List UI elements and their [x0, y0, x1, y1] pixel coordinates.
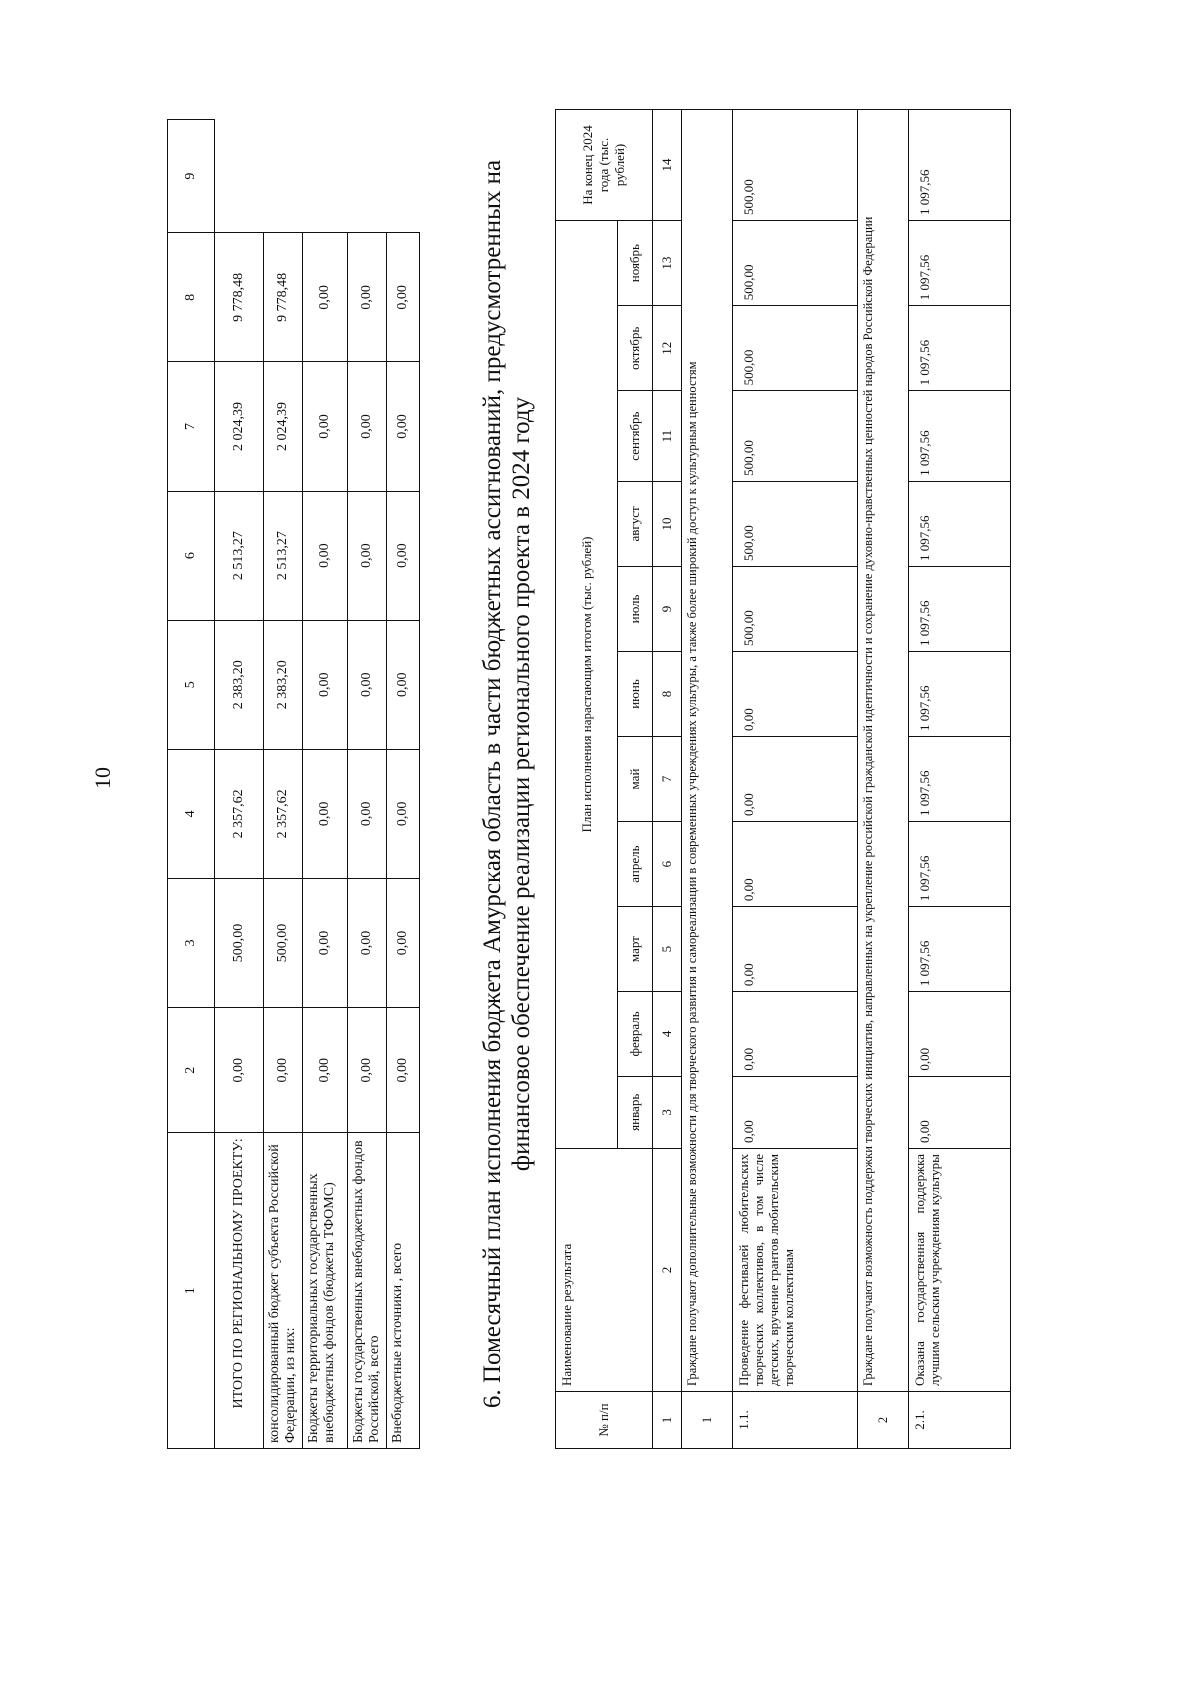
cell-value: 0,00	[303, 749, 348, 878]
column-number: 10	[653, 481, 682, 566]
column-number: 11	[653, 391, 682, 482]
table-header-row	[556, 110, 618, 1449]
cell-value: 1 097,56	[909, 481, 1011, 566]
cell-value: 1 097,56	[909, 566, 1011, 651]
header-cell: 5	[168, 620, 215, 749]
section-title: 6. Помесячный план исполнения бюджета Амурская область в части бюджетных ассигнований, предусмотренных на	[479, 159, 506, 1409]
header-num: № п/п	[556, 1392, 653, 1449]
cell-value: 1 097,56	[909, 737, 1011, 822]
month-header: ноябрь	[618, 221, 653, 306]
cell-value: 2 357,62	[264, 749, 303, 878]
cell-value: 500,00	[733, 481, 858, 566]
cell-value: 2 024,39	[264, 362, 303, 491]
cell-value: 2 513,27	[264, 491, 303, 620]
cell-value: 1 097,56	[909, 110, 1011, 221]
header-year-end: На конец 2024 года (тыс. рублей)	[556, 110, 653, 221]
header-cell: 3	[168, 878, 215, 1007]
month-header: май	[618, 737, 653, 822]
cell-value: 0,00	[303, 878, 348, 1007]
cell-value: 1 097,56	[909, 651, 1011, 736]
cell-value: 500,00	[215, 878, 264, 1007]
header-cell: 2	[168, 1008, 215, 1133]
cell-value: 0,00	[348, 749, 387, 878]
cell-value: 0,00	[733, 1076, 858, 1148]
cell-value: 500,00	[264, 878, 303, 1007]
cell-value: 2 383,20	[215, 620, 264, 749]
result-number: 2.1.	[909, 1392, 1011, 1449]
header-plan: План исполнения нарастающим итогом (тыс. рублей)	[556, 221, 618, 1149]
table-row	[264, 120, 303, 1449]
month-header: апрель	[618, 822, 653, 907]
header-cell: 4	[168, 749, 215, 878]
column-number: 2	[653, 1149, 682, 1392]
cell-value: 0,00	[348, 362, 387, 491]
month-header: июнь	[618, 651, 653, 736]
cell-value: 9 778,48	[264, 233, 303, 362]
month-header: сентябрь	[618, 391, 653, 482]
cell-value: 0,00	[387, 878, 420, 1007]
column-number: 8	[653, 651, 682, 736]
cell-value: 1 097,56	[909, 306, 1011, 391]
cell-value: 0,00	[348, 1008, 387, 1133]
cell-value: 0,00	[733, 992, 858, 1077]
cell-value: 0,00	[215, 1008, 264, 1133]
cell-value: 500,00	[733, 306, 858, 391]
column-number: 9	[653, 566, 682, 651]
cell-value: 500,00	[733, 221, 858, 306]
column-number: 14	[653, 110, 682, 221]
month-header: июль	[618, 566, 653, 651]
table-row	[303, 120, 348, 1449]
cell-value: 1 097,56	[909, 907, 1011, 992]
cell-value: 0,00	[303, 620, 348, 749]
result-row	[909, 110, 1011, 1449]
cell-value: 500,00	[733, 110, 858, 221]
cell-value: 0,00	[387, 620, 420, 749]
column-number: 7	[653, 737, 682, 822]
cell-value: 0,00	[303, 233, 348, 362]
column-number: 4	[653, 992, 682, 1077]
header-cell: 9	[168, 120, 215, 233]
cell-value: 0,00	[733, 737, 858, 822]
header-cell: 1	[168, 1133, 215, 1449]
month-header: август	[618, 481, 653, 566]
section-title-line2: финансовое обеспечение реализации регионального проекта в 2024 году	[508, 396, 535, 1172]
table-row-total	[215, 120, 264, 1449]
section-number: 2	[858, 1392, 909, 1449]
cell-value: 9 778,48	[215, 233, 264, 362]
cell-value: 0,00	[303, 491, 348, 620]
section-row	[858, 110, 909, 1449]
cell-value: 0,00	[387, 362, 420, 491]
cell-value: 0,00	[387, 1008, 420, 1133]
table-header-row	[168, 120, 215, 1449]
funding-summary-table	[167, 119, 420, 1449]
row-label: Бюджеты государственных внебюджетных фондов Российской, всего	[348, 1133, 387, 1449]
cell-value: 0,00	[348, 491, 387, 620]
column-number: 13	[653, 221, 682, 306]
cell-value: 0,00	[348, 620, 387, 749]
cell-value: 0,00	[909, 1076, 1011, 1148]
header-cell: 8	[168, 233, 215, 362]
result-name: Проведение фестивалей любительских творческих коллективов, в том числе детских, вручение грантов любительским творческим коллективам	[733, 1149, 858, 1392]
month-header: январь	[618, 1076, 653, 1148]
cell-value: 0,00	[387, 749, 420, 878]
cell-value: 1 097,56	[909, 391, 1011, 482]
cell-value: 0,00	[303, 1008, 348, 1133]
cell-value: 0,00	[264, 1008, 303, 1133]
cell-value: 500,00	[733, 566, 858, 651]
page-number: 10	[90, 767, 115, 789]
cell-value: 0,00	[909, 992, 1011, 1077]
cell-value: 0,00	[733, 907, 858, 992]
column-number: 1	[653, 1392, 682, 1449]
month-header: октябрь	[618, 306, 653, 391]
section-text: Граждане получают дополнительные возможности для творческого развития и самореализации в современных учреждениях культуры, а также более широкий доступ к культурным ценностям	[682, 110, 733, 1392]
monthly-plan-table	[555, 109, 1011, 1449]
row-label: Бюджеты территориальных государственных внебюджетных фондов (бюджеты ТФОМС)	[303, 1133, 348, 1449]
table-row	[387, 120, 420, 1449]
cell-value: 0,00	[348, 233, 387, 362]
row-label: консолидированный бюджет субъекта Российской Федерации, из них:	[264, 1133, 303, 1449]
result-row	[733, 110, 858, 1449]
cell-value: 1 097,56	[909, 822, 1011, 907]
cell-value: 0,00	[733, 651, 858, 736]
table-row	[348, 120, 387, 1449]
column-number: 6	[653, 822, 682, 907]
header-result-name: Наименование результата	[556, 1149, 653, 1392]
result-name: Оказана государственная поддержка лучшим сельским учреждениям культуры	[909, 1149, 1011, 1392]
section-row	[682, 110, 733, 1449]
row-label: ИТОГО ПО РЕГИОНАЛЬНОМУ ПРОЕКТУ:	[215, 1133, 264, 1449]
month-header: март	[618, 907, 653, 992]
month-header: февраль	[618, 992, 653, 1077]
column-number: 3	[653, 1076, 682, 1148]
section-number: 1	[682, 1392, 733, 1449]
header-cell: 7	[168, 362, 215, 491]
cell-value: 0,00	[733, 822, 858, 907]
cell-value: 0,00	[387, 491, 420, 620]
cell-value: 0,00	[303, 362, 348, 491]
cell-value: 2 383,20	[264, 620, 303, 749]
column-number-row	[653, 110, 682, 1449]
cell-value: 2 357,62	[215, 749, 264, 878]
cell-value: 0,00	[348, 878, 387, 1007]
section-text: Граждане получают возможность поддержки творческих инициатив, направленных на укрепление российской гражданской идентичности и сохранение духовно-нравственных ценностей народов Российской Федерации	[858, 110, 909, 1392]
column-number: 5	[653, 907, 682, 992]
cell-value: 1 097,56	[909, 221, 1011, 306]
column-number: 12	[653, 306, 682, 391]
result-number: 1.1.	[733, 1392, 858, 1449]
header-cell: 6	[168, 491, 215, 620]
cell-value: 0,00	[387, 233, 420, 362]
cell-value: 2 024,39	[215, 362, 264, 491]
cell-value: 2 513,27	[215, 491, 264, 620]
cell-value: 500,00	[733, 391, 858, 482]
row-label: Внебюджетные источники , всего	[387, 1133, 420, 1449]
